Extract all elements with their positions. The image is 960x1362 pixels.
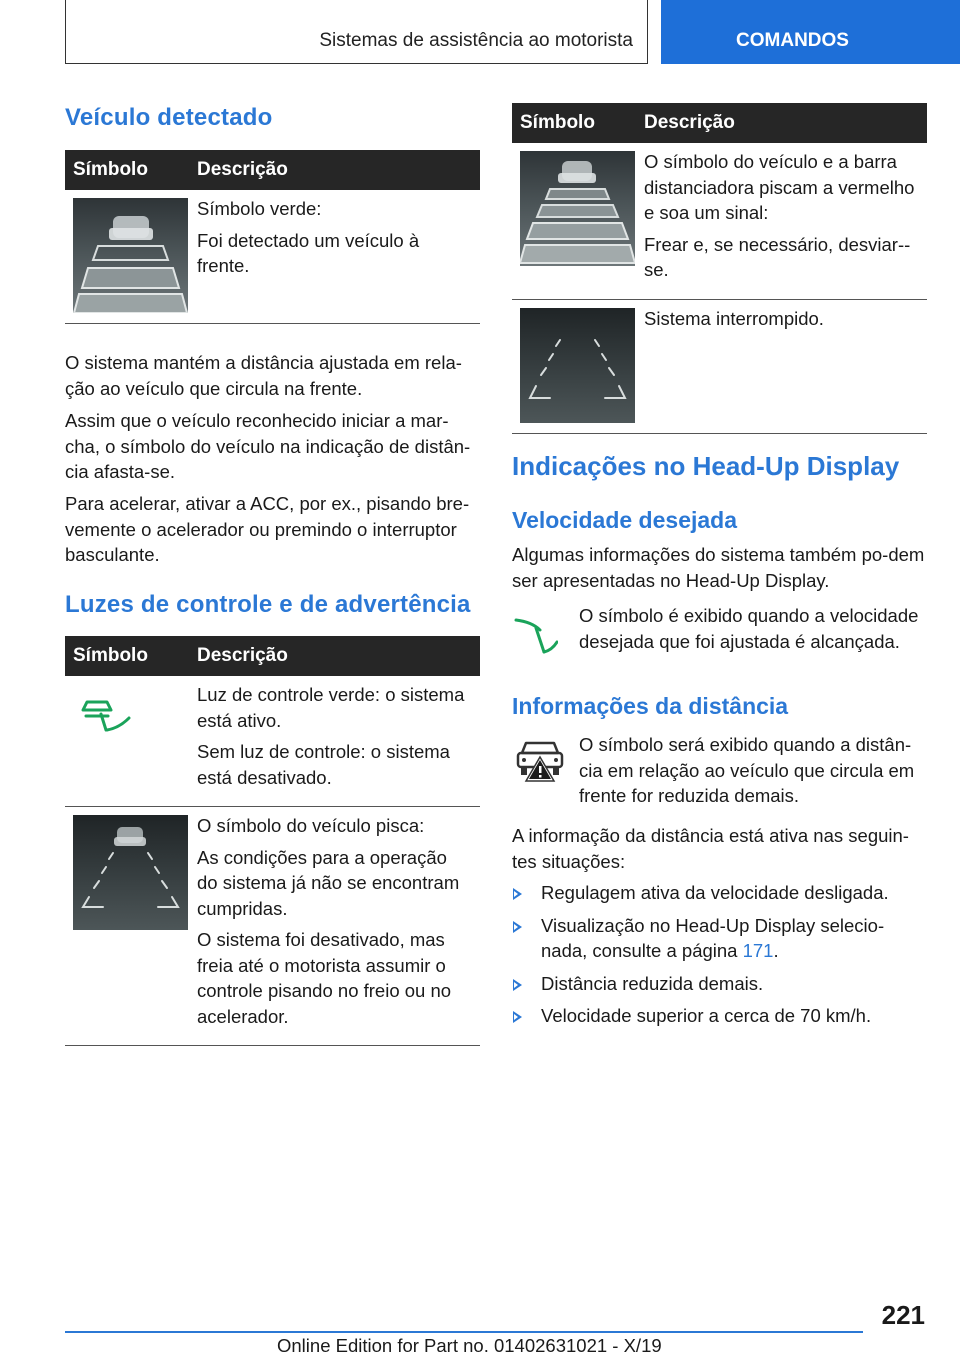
list-item: Velocidade superior a cerca de 70 km/h.: [512, 1003, 927, 1029]
list-item: Distância reduzida demais.: [512, 971, 927, 997]
header-chapter-label: COMANDOS: [736, 30, 849, 51]
bullet-triangle-icon: [513, 1011, 522, 1023]
desc-text: Foi detectado um veículo à frente.: [197, 229, 420, 276]
paragraph: A informação da distância está ativa nas seguin-tes situações:: [512, 825, 909, 872]
distance-warning-hud-icon: [514, 737, 566, 783]
header-section-title: Sistemas de assistência ao motorista: [319, 30, 633, 51]
vehicle-blinking-display-image: [73, 815, 188, 930]
col-header-description: Descrição: [189, 150, 480, 190]
list-item: Visualização no Head-Up Display selecio-nada, consulte a página 171.: [512, 913, 927, 964]
situation-list: [512, 880, 927, 1036]
paragraph: O símbolo é exibido quando a velocidade desejada que foi ajustada é alcançada.: [579, 605, 919, 652]
paragraph: Assim que o veículo reconhecido iniciar a mar-cha, o símbolo do veículo na indicação de distân-cia afasta-se.: [65, 410, 471, 482]
desc-text: Símbolo verde:: [197, 198, 322, 219]
symbol-table-lights: [65, 636, 480, 1046]
table-row: [65, 190, 480, 324]
vehicle-detected-display-image: [73, 198, 188, 313]
paragraph: O sistema mantém a distância ajustada em rela-ção ao veículo que circula na frente.: [65, 352, 462, 399]
heading-desired-speed: Velocidade desejada: [512, 507, 738, 533]
desc-text: Sem luz de controle: o sistema está desativado.: [197, 741, 450, 788]
col-header-symbol: Símbolo: [512, 103, 636, 143]
footer-edition: Online Edition for Part no. 01402631021 - X/19: [277, 1335, 662, 1356]
bullet-triangle-icon: [513, 921, 522, 933]
col-header-description: Descrição: [189, 636, 480, 676]
bullet-triangle-icon: [513, 979, 522, 991]
table-row: [512, 143, 927, 299]
heading-head-up-display: Indicações no Head-Up Display: [512, 451, 900, 481]
paragraph: Algumas informações do sistema também po-dem ser apresentadas no Head-Up Display.: [512, 544, 925, 591]
col-header-symbol: Símbolo: [65, 636, 189, 676]
table-row: [65, 676, 480, 807]
heading-vehicle-detected: Veículo detectado: [65, 104, 273, 131]
desc-text: O sistema foi desativado, mas freia até o motorista assumir o controle pisando no freio ou no acelerador.: [197, 929, 452, 1027]
header-section-box: [65, 0, 648, 64]
list-item: Regulagem ativa da velocidade desligada.: [512, 880, 927, 906]
footer-divider: [65, 1331, 863, 1333]
table-row: [512, 299, 927, 433]
symbol-table-detected: [65, 150, 480, 324]
bullet-triangle-icon: [513, 888, 522, 900]
paragraph: Para acelerar, ativar a ACC, por ex., pisando bre-vemente o acelerador ou premindo o interruptor basculante.: [65, 493, 470, 565]
desc-text: As condições para a operação do sistema já não se encontram cumpridas.: [197, 846, 460, 919]
header-chapter-tab: [661, 0, 960, 64]
symbol-table-warning: [512, 103, 927, 434]
heading-distance-info: Informações da distância: [512, 693, 789, 719]
col-header-description: Descrição: [636, 103, 927, 143]
page-reference-link[interactable]: 171: [742, 940, 774, 961]
desired-speed-hud-icon: [514, 612, 558, 656]
system-interrupted-display-image: [520, 308, 635, 423]
desc-text: O símbolo do veículo e a barra distanciadora piscam a vermelho e soa um sinal:: [644, 151, 915, 223]
acc-green-indicator-icon: [77, 690, 147, 740]
heading-control-lights: Luzes de controle e de advertência: [65, 591, 471, 618]
desc-text: Luz de controle verde: o sistema está ativo.: [197, 684, 465, 731]
desc-text: Sistema interrompido.: [644, 307, 824, 329]
desc-text: O símbolo do veículo pisca:: [197, 815, 425, 836]
col-header-symbol: Símbolo: [65, 150, 189, 190]
paragraph: O símbolo será exibido quando a distân-cia em relação ao veículo que circula em frente for reduzida demais.: [579, 734, 915, 806]
desc-text: Frear e, se necessário, desviar--se.: [644, 233, 911, 280]
page-number: 221: [881, 1300, 925, 1330]
table-row: [65, 807, 480, 1046]
warning-flash-display-image: [520, 151, 635, 266]
